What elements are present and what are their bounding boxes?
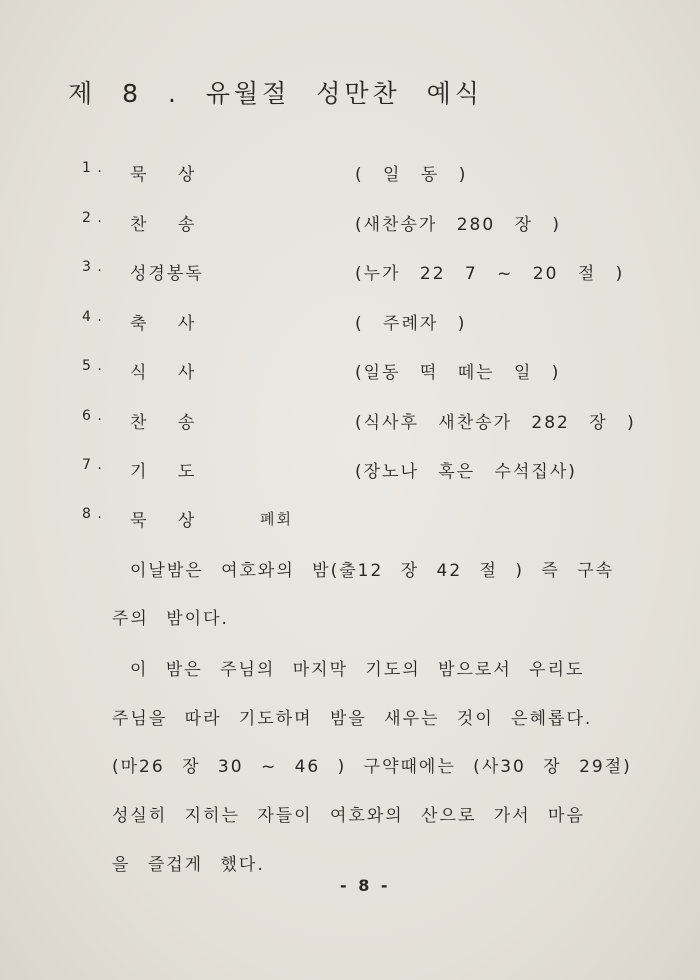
item-number: 7 .	[82, 457, 103, 473]
item-number: 2 .	[82, 210, 103, 226]
item-name: 묵 상	[130, 511, 197, 531]
item-extra: 폐회	[260, 510, 293, 528]
page-title: 제 8 . 유월절 성만찬 예식	[68, 79, 483, 108]
item-name: 묵 상	[130, 165, 197, 185]
list-item	[0, 160, 700, 190]
item-note: (일동 떡 떼는 일 )	[355, 363, 561, 383]
list-item	[0, 358, 700, 388]
item-number: 4 .	[82, 309, 103, 325]
item-name: 찬 송	[130, 413, 197, 433]
item-note: ( 일 동 )	[355, 165, 468, 185]
item-note: (새찬송가 280 장 )	[355, 215, 562, 235]
item-note: (누가 22 7 ~ 20 절 )	[355, 264, 625, 284]
paragraph-line: 이 밤은 주님의 마지막 기도의 밤으로서 우리도	[130, 660, 585, 680]
list-item	[0, 259, 700, 289]
item-number: 3 .	[82, 259, 103, 275]
page-number: - 8 -	[340, 876, 391, 895]
item-number: 6 .	[82, 408, 103, 424]
list-item	[0, 210, 700, 240]
paragraph-line: 성실히 지히는 자들이 여호와의 산으로 가서 마음	[112, 806, 585, 826]
paragraph-line: 을 즐겁게 했다.	[112, 855, 265, 875]
item-name: 성경봉독	[130, 264, 204, 284]
item-note: ( 주례자 )	[355, 314, 467, 334]
item-note: (식사후 새찬송가 282 장 )	[355, 413, 636, 433]
paragraph-line: (마26 장 30 ~ 46 ) 구약때에는 (사30 장 29절)	[112, 757, 632, 777]
item-name: 축 사	[130, 314, 197, 334]
item-name: 식 사	[130, 363, 197, 383]
item-name: 기 도	[130, 462, 197, 482]
paragraph-line: 주님을 따라 기도하며 밤을 새우는 것이 은혜롭다.	[112, 709, 593, 729]
paragraph-line: 이날밤은 여호와의 밤(출12 장 42 절 ) 즉 구속	[130, 561, 615, 581]
item-number: 5 .	[82, 358, 103, 374]
item-name: 찬 송	[130, 215, 197, 235]
item-number: 8 .	[82, 506, 103, 522]
list-item	[0, 457, 700, 487]
list-item	[0, 408, 700, 438]
paragraph-line: 주의 밤이다.	[112, 609, 229, 629]
list-item	[0, 309, 700, 339]
list-item	[0, 506, 700, 536]
item-number: 1 .	[82, 160, 103, 176]
item-note: (장노나 혹은 수석집사)	[355, 462, 577, 482]
